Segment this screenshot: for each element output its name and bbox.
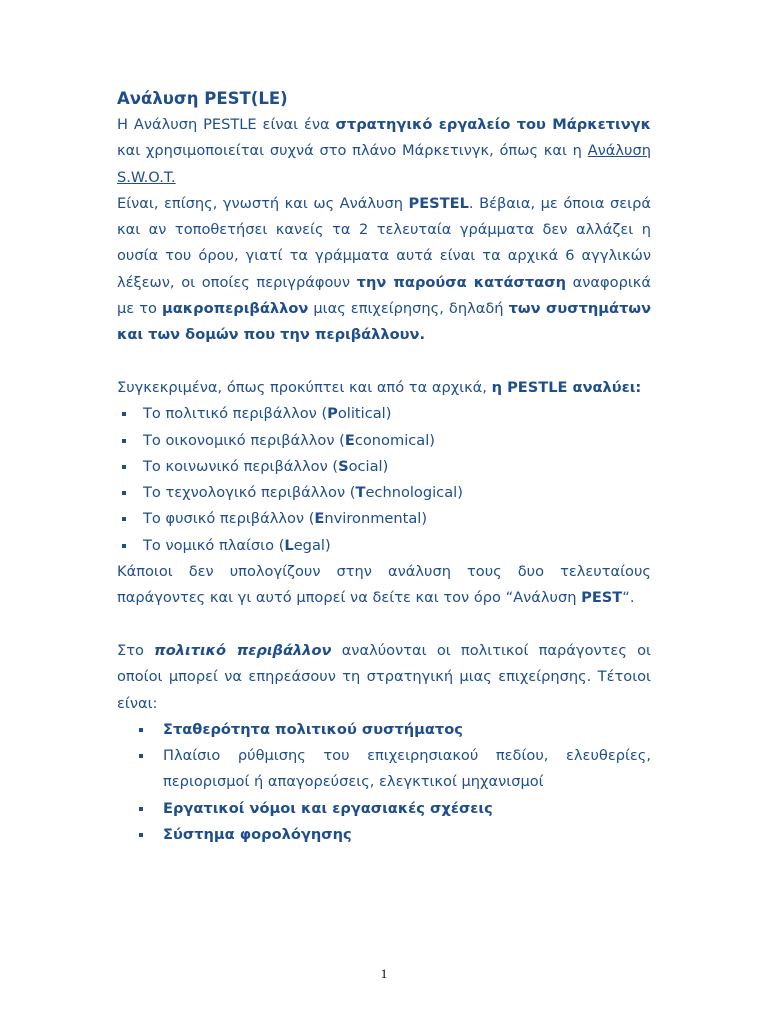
intro-text-2: και χρησιμοποιείται συχνά στο πλάνο Μάρκετινγκ, όπως και η bbox=[117, 142, 588, 160]
pestel-paragraph bbox=[117, 191, 651, 349]
document-page bbox=[117, 86, 651, 848]
analysis-bold-1: η PESTLE αναλύει: bbox=[491, 378, 642, 396]
item-letter: E bbox=[344, 431, 355, 449]
political-bold-italic: πολιτικό περιβάλλον bbox=[154, 641, 332, 659]
pestel-bold-2: την παρούσα κατάσταση bbox=[356, 273, 566, 291]
item-text: egal) bbox=[293, 536, 331, 554]
item-letter: L bbox=[284, 536, 294, 554]
list-item bbox=[117, 533, 651, 559]
item-text: Το πολιτικό περιβάλλον ( bbox=[143, 405, 328, 423]
list-item bbox=[117, 506, 651, 532]
spacer bbox=[117, 612, 651, 638]
item-letter: S bbox=[338, 457, 349, 475]
political-factors-list bbox=[117, 717, 651, 848]
political-paragraph bbox=[117, 638, 651, 717]
item-text: nvironmental) bbox=[324, 510, 428, 528]
item-text: Το φυσικό περιβάλλον ( bbox=[143, 510, 315, 528]
item-text: conomical) bbox=[354, 431, 435, 449]
item-letter: T bbox=[355, 484, 366, 502]
item-text: Το κοινωνικό περιβάλλον ( bbox=[143, 457, 339, 475]
pest-note-text-2: “. bbox=[622, 589, 635, 607]
pest-note-bold: PEST bbox=[581, 589, 623, 607]
page-title: Ανάλυση PEST(LE) bbox=[117, 89, 288, 108]
list-item: Σταθερότητα πολιτικού συστήματος bbox=[117, 717, 651, 743]
list-item: Πλαίσιο ρύθμισης του επιχειρησιακού πεδίου, ελευθερίες, περιορισμοί ή απαγορεύσεις, ελεγκτικοί μηχανισμοί bbox=[117, 743, 651, 796]
item-text: ocial) bbox=[348, 457, 389, 475]
pest-note-text-1: Κάποιοι δεν υπολογίζουν στην ανάλυση τους δυο τελευταίους παράγοντες και γι αυτό μπορεί να δείτε και τον όρο “Ανάλυση bbox=[117, 563, 651, 607]
pestel-bold-1: PESTEL bbox=[408, 194, 469, 212]
item-text: Το οικονομικό περιβάλλον ( bbox=[143, 431, 345, 449]
political-text-2: αναλύονται οι πολιτικοί παράγοντες οι οποίοι μπορεί να επηρεάσουν τη στρατηγική μιας επιχείρησης. Τέτοιοι είναι: bbox=[117, 641, 651, 712]
list-item bbox=[117, 401, 651, 427]
list-item bbox=[117, 454, 651, 480]
item-letter: P bbox=[327, 405, 338, 423]
page-number: 1 bbox=[380, 966, 388, 981]
political-text-1: Στο bbox=[117, 641, 155, 659]
list-item: Εργατικοί νόμοι και εργασιακές σχέσεις bbox=[117, 796, 651, 822]
item-text: Το τεχνολογικό περιβάλλον ( bbox=[143, 484, 356, 502]
pestel-text-2: . Βέβαια, με όποια σειρά και αν τοποθετήσει κανείς τα 2 τελευταία γράμματα δεν αλλάζει η ουσία του όρου, γιατί τα γράμματα αυτά είναι τα αρχικά 6 αγγλικών λέξεων, οι οποίες περιγράφουν bbox=[117, 194, 652, 291]
intro-text-1: Η Ανάλυση PESTLE είναι ένα bbox=[117, 116, 336, 133]
pestel-text-4: μιας επιχείρησης, δηλαδή bbox=[308, 300, 509, 318]
pestle-list bbox=[117, 401, 651, 559]
spacer bbox=[117, 349, 651, 375]
pestel-bold-4: των συστημάτων και των δομών που την περιβάλλουν. bbox=[117, 300, 652, 344]
list-item: Σύστημα φορολόγησης bbox=[117, 822, 651, 848]
pestel-text-1: Είναι, επίσης, γνωστή και ως Ανάλυση bbox=[117, 194, 409, 212]
intro-bold-1: στρατηγικό εργαλείο του Μάρκετινγκ bbox=[335, 116, 651, 133]
pestel-bold-3: μακροπεριβάλλον bbox=[161, 300, 309, 318]
intro-paragraph bbox=[117, 112, 651, 191]
pest-note-paragraph bbox=[117, 559, 651, 612]
analysis-text-1: Συγκεκριμένα, όπως προκύπτει και από τα αρχικά, bbox=[117, 378, 492, 396]
item-text: echnological) bbox=[365, 484, 463, 502]
item-text: Το νομικό πλαίσιο ( bbox=[143, 536, 285, 554]
list-item bbox=[117, 480, 651, 506]
item-text: olitical) bbox=[337, 405, 392, 423]
list-item bbox=[117, 428, 651, 454]
analysis-intro bbox=[117, 375, 651, 401]
swot-link[interactable]: Ανάλυση S.W.O.T. bbox=[117, 142, 651, 186]
item-letter: E bbox=[314, 510, 325, 528]
pestel-text-3: αναφορικά με το bbox=[117, 273, 651, 318]
